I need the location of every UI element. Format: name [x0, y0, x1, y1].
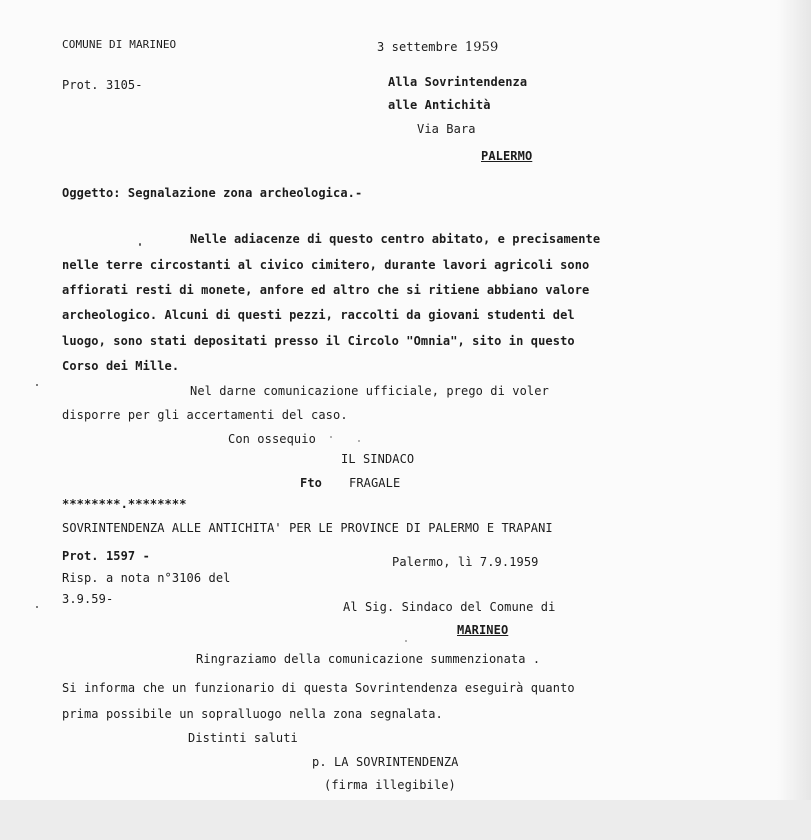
scan-speck — [139, 243, 141, 246]
scan-speck — [36, 384, 38, 386]
recipient-line-1: Alla Sovrintendenza — [388, 75, 528, 89]
reply-body-line-3: prima possibile un sopralluogo nella zona segnalata. — [62, 707, 443, 721]
body-line-3: affiorati resti di monete, anfore ed altro che si ritiene abbiano valore — [62, 283, 590, 297]
signature-name: FRAGALE — [349, 476, 401, 490]
reply-recipient-line-1: Al Sig. Sindaco del Comune di — [343, 600, 556, 614]
reply-header: SOVRINTENDENZA ALLE ANTICHITA' PER LE PROVINCE DI PALERMO E TRAPANI — [62, 521, 553, 535]
reply-reference-2: 3.9.59- — [62, 592, 114, 606]
letter-date — [377, 40, 498, 55]
body-line-7: Nel darne comunicazione ufficiale, prego di voler — [190, 384, 549, 398]
signature-title: IL SINDACO — [341, 452, 415, 466]
scan-speck — [405, 640, 407, 642]
body-line-5: luogo, sono stati depositati presso il Circolo "Omnia", sito in questo — [62, 334, 575, 348]
scan-speck — [330, 436, 332, 438]
page-bottom-margin — [0, 800, 811, 840]
body-line-2: nelle terre circostanti al civico cimitero, durante lavori agricoli sono — [62, 258, 590, 272]
body-line-8: disporre per gli accertamenti del caso. — [62, 408, 348, 422]
body-line-4: archeologico. Alcuni di questi pezzi, raccolti da giovani studenti del — [62, 308, 575, 322]
protocol-number: Prot. 3105- — [62, 78, 143, 92]
subject-line: Oggetto: Segnalazione zona archeologica.- — [62, 186, 363, 200]
letter-date-text: 3 settembre — [377, 40, 458, 54]
scan-speck — [358, 440, 360, 442]
reply-closing: Distinti saluti — [188, 731, 298, 745]
reply-signature-title: p. LA SOVRINTENDENZA — [312, 755, 459, 769]
reply-reference-1: Risp. a nota n°3106 del — [62, 571, 231, 585]
signature-prefix: Fto — [300, 476, 322, 490]
closing-salutation: Con ossequio — [228, 432, 316, 446]
reply-protocol: Prot. 1597 - — [62, 549, 150, 563]
reply-place-date: Palermo, lì 7.9.1959 — [392, 555, 539, 569]
body-line-6: Corso dei Mille. — [62, 359, 180, 373]
scan-speck — [36, 606, 38, 608]
recipient-line-2: alle Antichità — [388, 98, 491, 112]
separator: ********.******** — [62, 497, 187, 511]
reply-body-line-1: Ringraziamo della comunicazione summenzionata . — [196, 652, 541, 666]
recipient-line-3: Via Bara — [417, 122, 476, 136]
reply-body-line-2: Si informa che un funzionario di questa Sovrintendenza eseguirà quanto — [62, 681, 575, 695]
scan-edge-shadow — [777, 0, 811, 800]
letter-date-year: 1959 — [464, 40, 499, 55]
reply-recipient-city: MARINEO — [457, 623, 509, 637]
recipient-city: PALERMO — [481, 149, 533, 163]
sender-name: COMUNE DI MARINEO — [62, 38, 177, 51]
body-line-1: Nelle adiacenze di questo centro abitato, e precisamente — [190, 232, 601, 246]
reply-signature-note: (firma illegibile) — [324, 778, 456, 792]
